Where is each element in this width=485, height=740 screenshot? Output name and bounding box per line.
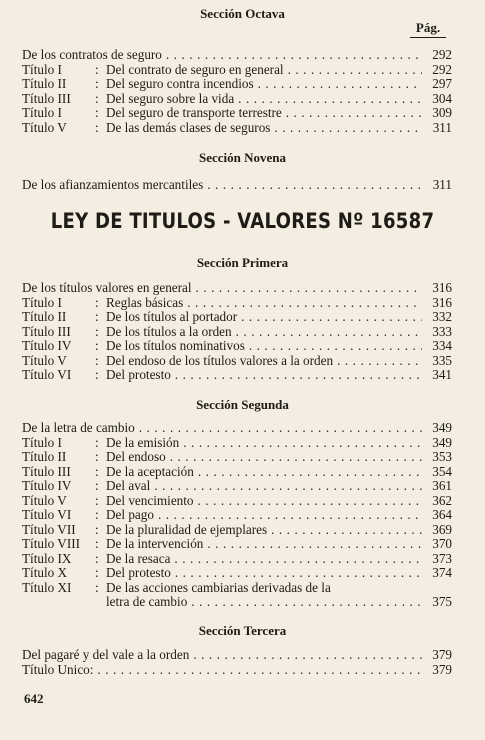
section-heading-primera: Sección Primera — [196, 255, 289, 270]
entry-separator: : — [95, 119, 99, 135]
entry-separator: : — [95, 90, 99, 106]
dot-leader — [158, 508, 422, 523]
entry-title-label: Título IV — [22, 478, 72, 493]
entry-description: Del endoso — [106, 449, 166, 464]
entry-description: De los afianzamientos mercantiles — [22, 177, 204, 192]
dot-leader — [193, 648, 422, 663]
dot-leader — [337, 354, 422, 369]
entry-page-number: 341 — [432, 367, 452, 382]
entry-title-label: Título XI — [22, 579, 72, 595]
dot-leader — [249, 339, 422, 354]
entry-page-number: 311 — [432, 177, 452, 192]
entry-description: Del protesto — [106, 565, 171, 580]
entry-title-label: Título IV — [22, 338, 72, 353]
entry-separator: : — [95, 478, 99, 493]
entry-description: Del pagaré y del vale a la orden — [22, 647, 190, 662]
dot-leader — [238, 92, 422, 107]
dot-leader — [198, 465, 422, 480]
entry-description: De la emisión — [106, 434, 180, 450]
entry-title-label: Título VI — [22, 367, 72, 382]
entry-title-label: Título V — [22, 352, 67, 368]
dot-leader — [288, 63, 422, 78]
dot-leader — [166, 48, 422, 63]
entry-description: Del seguro contra incendios — [106, 76, 254, 91]
entry-title-label: Título V — [22, 119, 67, 135]
page-column-label: Pág. — [410, 20, 446, 38]
dot-leader — [97, 663, 422, 678]
entry-description: Del seguro de transporte terrestre — [106, 105, 282, 120]
dot-leader — [286, 106, 422, 121]
entry-page-number: 309 — [432, 105, 452, 120]
dot-leader — [175, 566, 422, 581]
dot-leader — [198, 494, 422, 509]
entry-page-number: 349 — [432, 434, 452, 450]
dot-leader — [187, 296, 422, 311]
entry-page-number: 316 — [432, 294, 452, 310]
entry-separator: : — [95, 367, 99, 382]
entry-description: De la resaca — [106, 550, 171, 566]
entry-separator: : — [95, 565, 99, 580]
entry-title-label: Título VIII — [22, 536, 80, 551]
entry-page-number: 370 — [432, 536, 452, 551]
entry-page-number: 304 — [432, 90, 452, 106]
entry-description: letra de cambio — [106, 594, 188, 609]
entry-separator: : — [95, 536, 99, 551]
entry-page-number: 332 — [432, 309, 452, 324]
entry-title-label: Título V — [22, 492, 67, 508]
entry-page-number: 292 — [432, 61, 452, 77]
entry-title-label: Título IX — [22, 550, 72, 566]
entry-separator: : — [95, 323, 99, 339]
entry-description: De la letra de cambio — [22, 420, 135, 435]
dot-leader — [236, 325, 422, 340]
entry-description: De los títulos a la orden — [106, 323, 232, 339]
entry-page-number: 349 — [432, 420, 452, 435]
entry-description: De los contratos de seguro — [22, 47, 162, 62]
entry-page-number: 334 — [432, 338, 452, 353]
dot-leader — [241, 310, 422, 325]
entry-separator: : — [95, 76, 99, 91]
section-heading-novena: Sección Novena — [198, 150, 287, 165]
dot-leader — [175, 368, 422, 383]
entry-description: Del protesto — [106, 367, 171, 382]
dot-leader — [170, 450, 422, 465]
entry-page-number: 353 — [432, 449, 452, 464]
entry-separator: : — [95, 521, 99, 537]
entry-page-number: 379 — [432, 661, 452, 677]
dot-leader — [207, 178, 422, 193]
entry-page-number: 333 — [432, 323, 452, 339]
entry-title-label: Título I — [22, 434, 62, 450]
section-heading-octava: Sección Octava — [200, 6, 285, 21]
entry-separator: : — [95, 105, 99, 120]
entry-page-number: 297 — [432, 76, 452, 91]
entry-description: De la aceptación — [106, 463, 194, 479]
section-heading-segunda: Sección Segunda — [196, 397, 289, 412]
dot-leader — [139, 421, 422, 436]
entry-description: Del vencimiento — [106, 492, 194, 508]
entry-title-label: Título III — [22, 463, 71, 479]
entry-separator: : — [95, 61, 99, 77]
entry-separator: : — [95, 492, 99, 508]
entry-description: Del endoso de los títulos valores a la orden — [106, 352, 334, 368]
dot-leader — [183, 436, 422, 451]
entry-separator: : — [95, 309, 99, 324]
dot-leader — [196, 281, 422, 296]
entry-title-label: Título II — [22, 76, 67, 91]
entry-page-number: 316 — [432, 280, 452, 295]
entry-description: De los títulos al portador — [106, 309, 238, 324]
entry-separator: : — [95, 338, 99, 353]
entry-title-label: Título I — [22, 61, 62, 77]
entry-separator: : — [95, 294, 99, 310]
dot-leader — [174, 552, 422, 567]
entry-separator: : — [95, 463, 99, 479]
entry-separator: : — [95, 579, 99, 595]
entry-separator: : — [95, 550, 99, 566]
entry-title-label: Título VI — [22, 507, 72, 522]
entry-page-number: 361 — [432, 478, 452, 493]
entry-title-label: Título II — [22, 309, 67, 324]
dot-leader — [258, 77, 422, 92]
entry-title-label: Título VII — [22, 521, 76, 537]
entry-page-number: 354 — [432, 463, 452, 479]
entry-separator: : — [95, 434, 99, 450]
entry-description: Del contrato de seguro en general — [106, 61, 284, 77]
entry-description: Del aval — [106, 478, 151, 493]
entry-title-label: Título III — [22, 90, 71, 106]
entry-description: De la pluralidad de ejemplares — [106, 521, 268, 537]
entry-title-label: Título I — [22, 294, 62, 310]
entry-description: Del seguro sobre la vida — [106, 90, 235, 106]
entry-title-label: Título I — [22, 105, 62, 120]
entry-description: Reglas básicas — [106, 294, 184, 310]
entry-page-number: 374 — [432, 565, 452, 580]
entry-description: De las acciones cambiarias derivadas de la — [106, 579, 331, 595]
entry-title-label: Título II — [22, 449, 67, 464]
entry-title-label: Título Unico: — [22, 661, 94, 677]
entry-separator: : — [95, 352, 99, 368]
entry-page-number: 311 — [432, 119, 452, 135]
entry-description: Del pago — [106, 507, 154, 522]
entry-page-number: 335 — [432, 352, 452, 368]
entry-title-label: Título X — [22, 565, 68, 580]
dot-leader — [154, 479, 422, 494]
law-title: LEY DE TITULOS - VALORES Nº 16587 — [50, 209, 435, 233]
dot-leader — [191, 595, 422, 610]
entry-separator: : — [95, 507, 99, 522]
entry-page-number: 379 — [432, 647, 452, 662]
entry-page-number: 369 — [432, 521, 452, 537]
page-number: 642 — [24, 691, 44, 706]
entry-description: De la intervención — [106, 536, 204, 551]
entry-page-number: 362 — [432, 492, 452, 508]
entry-separator: : — [95, 449, 99, 464]
entry-page-number: 292 — [432, 47, 452, 62]
entry-description: De los títulos valores en general — [22, 280, 192, 295]
entry-page-number: 373 — [432, 550, 452, 566]
section-heading-tercera: Sección Tercera — [198, 623, 287, 638]
entry-description: De las demás clases de seguros — [106, 119, 271, 135]
entry-page-number: 364 — [432, 507, 452, 522]
dot-leader — [271, 523, 422, 538]
entry-title-label: Título III — [22, 323, 71, 339]
entry-description: De los títulos nominativos — [106, 338, 245, 353]
dot-leader — [207, 537, 422, 552]
entry-page-number: 375 — [432, 594, 452, 609]
dot-leader — [274, 121, 422, 136]
